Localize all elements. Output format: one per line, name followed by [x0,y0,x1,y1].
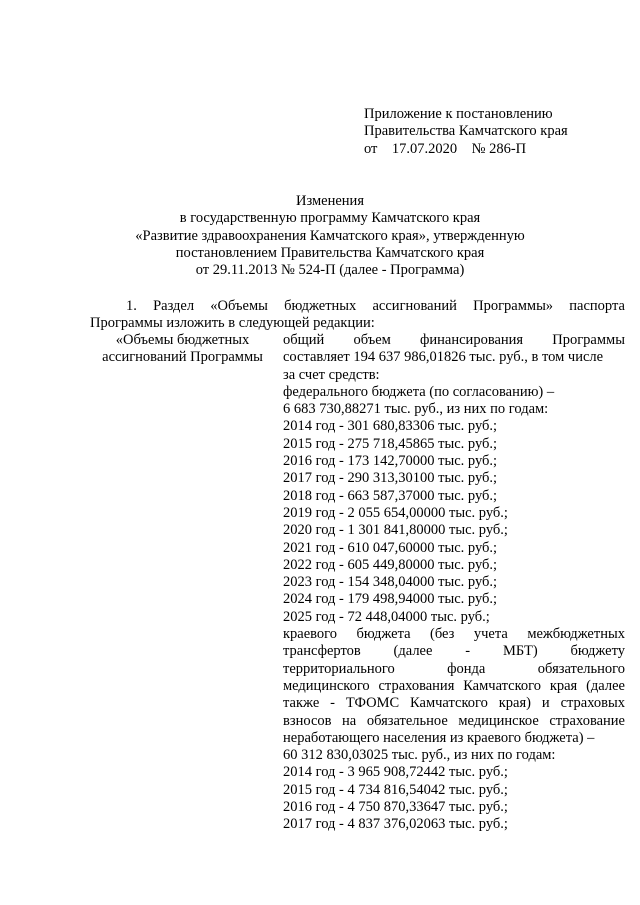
word: финансирования [420,332,524,348]
right-cell-line-1 [283,332,625,349]
left-cell-line-2: ассигнований Программы [102,349,263,366]
left-cell-line-1: «Объемы бюджетных [115,332,250,348]
appendix-line-1: Приложение к постановлению [364,106,553,122]
word: учета [473,626,508,643]
word: страховых [560,695,625,712]
word: (далее [586,677,625,694]
federal-year-row: 2015 год - 275 718,45865 тыс. руб.; [283,435,498,452]
title-line-4: постановлением Правительства Камчатского края [175,244,485,261]
word: взносов [283,712,332,729]
title-line-3: «Развитие здравоохранения Камчатского края», утвержденную [135,227,525,244]
word: Раздел [153,298,195,314]
word: края [549,677,578,694]
regional-year-row: 2014 год - 3 965 908,72442 тыс. руб.; [283,764,508,781]
right-cell-line-3: за счет средств: [283,366,380,383]
regional-line-2 [283,643,625,660]
regional-line-8: 60 312 830,03025 тыс. руб., из них по годам: [283,747,556,764]
word: страхование [549,712,625,729]
federal-year-row: 2020 год - 1 301 841,80000 тыс. руб.; [283,522,508,539]
word: бюджетных [284,298,357,314]
federal-year-row: 2025 год - 72 448,04000 тыс. руб.; [283,608,490,625]
document-title [90,193,570,279]
table-left-cell [90,332,275,367]
word: обязательного [537,660,625,677]
right-cell-line-4: федерального бюджета (по согласованию) – [283,383,555,400]
federal-year-row: 2018 год - 663 587,37000 тыс. руб.; [283,487,498,504]
word: 1. [126,298,137,314]
title-line-1: Изменения [296,193,364,209]
word: (далее [393,643,433,660]
paragraph-1-line-2: Программы изложить в следующей редакции: [90,315,375,332]
right-cell-line-2: составляет 194 637 986,01826 тыс. руб., в том числе [283,349,604,366]
appendix-line-2: Правительства Камчатского края [364,123,568,140]
right-cell-line-5: 6 683 730,88271 тыс. руб., из них по годам: [283,401,549,418]
word: трансфертов [283,643,361,660]
appendix-date-line: от 17.07.2020 № 286-П [364,140,527,157]
regional-line-1 [283,626,625,643]
federal-year-row: 2021 год - 610 047,60000 тыс. руб.; [283,539,498,556]
word: Программы [552,332,625,348]
word: паспорта [569,298,625,314]
federal-year-row: 2022 год - 605 449,80000 тыс. руб.; [283,556,498,573]
word: «Объемы [210,298,268,314]
word: страхования [378,677,455,694]
federal-year-row: 2016 год - 173 142,70000 тыс. руб.; [283,453,498,470]
word: - [330,695,336,712]
federal-year-row: 2024 год - 179 498,94000 тыс. руб.; [283,591,498,608]
word: ассигнований [372,298,457,314]
word: ТФОМС [345,695,400,712]
word: МБТ) [502,643,538,660]
word: и [541,695,550,712]
word: бюджету [570,643,625,660]
appendix-header [364,106,624,158]
regional-line-3 [283,661,625,678]
word: - [465,643,471,660]
word: межбюджетных [527,626,625,643]
regional-line-7: неработающего населения из краевого бюджета) – [283,729,595,746]
word: Камчатского [463,677,541,694]
word: Камчатского [410,695,488,712]
regional-year-row: 2017 год - 4 837 376,02063 тыс. руб.; [283,816,508,833]
regional-year-row: 2016 год - 4 750 870,33647 тыс. руб.; [283,799,508,816]
word: общий [283,332,325,348]
word: (без [430,626,455,643]
federal-year-row: 2019 год - 2 055 654,00000 тыс. руб.; [283,504,508,521]
word: Программы» [473,298,554,314]
word: на [342,712,357,729]
word: объем [353,332,391,348]
regional-line-5 [283,695,625,712]
federal-year-row: 2017 год - 290 313,30100 тыс. руб.; [283,470,498,487]
regional-year-row: 2015 год - 4 734 816,54042 тыс. руб.; [283,781,508,798]
federal-year-row: 2023 год - 154 348,04000 тыс. руб.; [283,574,498,591]
word: также [283,695,320,712]
paragraph-1-line-1 [90,298,625,315]
paragraph-1 [90,298,625,333]
word: медицинского [283,677,370,694]
word: бюджета [356,626,411,643]
regional-line-6 [283,713,625,730]
title-line-2: в государственную программу Камчатского края [179,210,481,227]
word: края) [498,695,531,712]
title-line-5: от 29.11.2013 № 524-П (далее - Программа) [195,262,465,279]
word: медицинское [458,712,539,729]
regional-line-4 [283,678,625,695]
word: территориального [283,660,395,677]
word: обязательное [366,712,448,729]
word: фонда [447,660,486,677]
word: краевого [283,626,337,643]
table-right-cell [283,332,625,834]
federal-year-row: 2014 год - 301 680,83306 тыс. руб.; [283,418,498,435]
